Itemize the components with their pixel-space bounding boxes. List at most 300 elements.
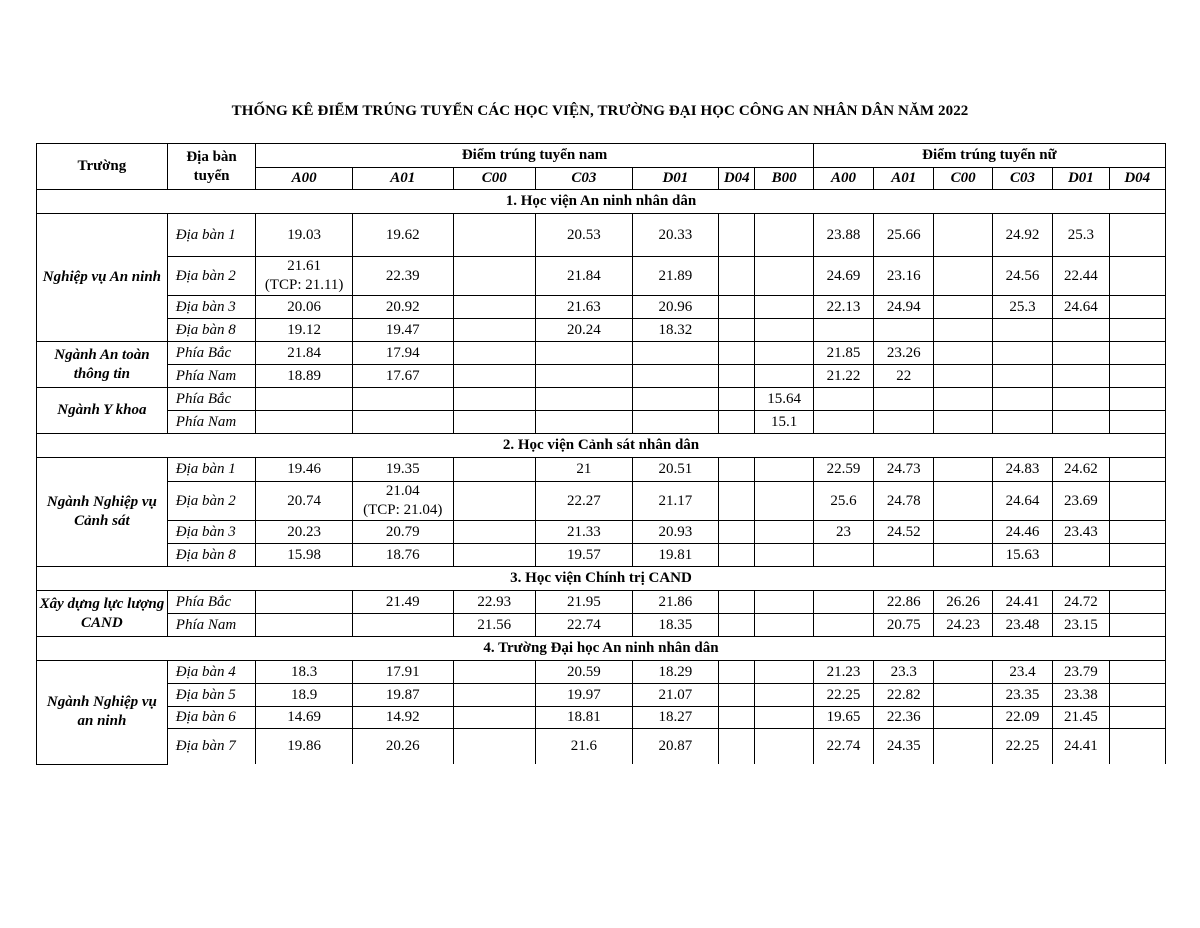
- score-nam-a01: 19.87: [352, 684, 453, 707]
- score-nu-d04: [1109, 684, 1165, 707]
- score-nam-c03: 20.53: [536, 214, 633, 257]
- region-cell: Địa bàn 5: [167, 684, 256, 707]
- score-nu-a00: [813, 591, 873, 614]
- score-nu-c00: [934, 214, 992, 257]
- major-name: Nghiệp vụ An ninh: [37, 214, 168, 342]
- score-nam-a01: 19.35: [352, 458, 453, 482]
- score-nam-c03: 21.95: [536, 591, 633, 614]
- score-nam-b00: [755, 458, 813, 482]
- score-nu-c00: [934, 707, 992, 729]
- region-cell: Địa bàn 7: [167, 729, 256, 765]
- score-nu-c00: [934, 729, 992, 765]
- score-nu-c03: 24.64: [992, 482, 1052, 521]
- score-nu-c03: 24.41: [992, 591, 1052, 614]
- score-nam-d01: 20.51: [632, 458, 719, 482]
- score-nu-a00: [813, 614, 873, 637]
- score-nu-a00: [813, 544, 873, 567]
- score-nu-c00: [934, 365, 992, 388]
- school-name: 4. Trường Đại học An ninh nhân dân: [37, 637, 1166, 661]
- header-code-nu-a00: A00: [813, 168, 873, 190]
- score-nam-a01: 17.67: [352, 365, 453, 388]
- score-nu-d04: [1109, 365, 1165, 388]
- score-nu-c03: [992, 342, 1052, 365]
- score-nu-c00: [934, 458, 992, 482]
- table-row: [37, 296, 1166, 319]
- score-nam-a01: 20.79: [352, 521, 453, 544]
- score-nu-c00: [934, 257, 992, 296]
- score-nam-c00: [453, 661, 536, 684]
- score-nam-d01: [632, 411, 719, 434]
- score-nu-a00: [813, 411, 873, 434]
- score-nam-c03: [536, 388, 633, 411]
- score-nu-d01: 21.45: [1053, 707, 1109, 729]
- score-nam-b00: [755, 661, 813, 684]
- score-nu-c00: [934, 684, 992, 707]
- score-nu-c03: [992, 365, 1052, 388]
- score-nu-a01: 25.66: [874, 214, 934, 257]
- score-nam-b00: [755, 257, 813, 296]
- score-nam-c00: [453, 684, 536, 707]
- table-row: [37, 319, 1166, 342]
- table-row: [37, 614, 1166, 637]
- score-nam-a00: [256, 388, 353, 411]
- header-code-nu-d01: D01: [1053, 168, 1109, 190]
- table-row: [37, 729, 1166, 765]
- score-nam-d04: [719, 614, 755, 637]
- score-nam-c00: [453, 365, 536, 388]
- score-nu-c03: [992, 319, 1052, 342]
- major-name: Xây dựng lực lượng CAND: [37, 591, 168, 637]
- score-nam-a01: 14.92: [352, 707, 453, 729]
- score-nam-c00: [453, 257, 536, 296]
- school-name: 2. Học viện Cảnh sát nhân dân: [37, 434, 1166, 458]
- score-nam-d04: [719, 214, 755, 257]
- score-nu-d01: 24.41: [1053, 729, 1109, 765]
- score-nam-b00: [755, 684, 813, 707]
- score-nu-a00: 25.6: [813, 482, 873, 521]
- header-code-nu-c03: C03: [992, 168, 1052, 190]
- score-nam-c03: 19.97: [536, 684, 633, 707]
- score-nam-a00: 19.86: [256, 729, 353, 765]
- table-row: [37, 544, 1166, 567]
- score-nam-a00: [256, 591, 353, 614]
- table-row: [37, 365, 1166, 388]
- score-nam-b00: [755, 521, 813, 544]
- score-nam-a01: [352, 614, 453, 637]
- header-dia-ban: Địa bàn tuyển: [167, 144, 256, 190]
- table-row: [37, 411, 1166, 434]
- header-diem-nu: Điểm trúng tuyển nữ: [813, 144, 1165, 168]
- score-nam-a00: [256, 614, 353, 637]
- score-nam-a00: 15.98: [256, 544, 353, 567]
- score-nam-c00: 21.56: [453, 614, 536, 637]
- score-nu-d01: [1053, 544, 1109, 567]
- school-name: 1. Học viện An ninh nhân dân: [37, 190, 1166, 214]
- score-nam-c00: [453, 388, 536, 411]
- score-nam-b00: [755, 544, 813, 567]
- header-code-nam-a00: A00: [256, 168, 353, 190]
- score-nu-d01: 24.72: [1053, 591, 1109, 614]
- school-row: [37, 637, 1166, 661]
- score-nam-a00: [256, 411, 353, 434]
- header-diem-nam: Điểm trúng tuyển nam: [256, 144, 813, 168]
- score-nu-c00: 24.23: [934, 614, 992, 637]
- score-nam-c03: 21.63: [536, 296, 633, 319]
- region-cell: Địa bàn 2: [167, 482, 256, 521]
- score-nu-a01: [874, 544, 934, 567]
- score-nam-d04: [719, 388, 755, 411]
- score-nu-c03: 25.3: [992, 296, 1052, 319]
- score-nu-d04: [1109, 411, 1165, 434]
- score-nu-a00: 21.23: [813, 661, 873, 684]
- score-nam-d01: 18.29: [632, 661, 719, 684]
- score-nam-d01: 20.33: [632, 214, 719, 257]
- score-nam-a00: 20.23: [256, 521, 353, 544]
- header-code-nam-d04: D04: [719, 168, 755, 190]
- score-nu-c03: 22.25: [992, 729, 1052, 765]
- score-nu-a01: [874, 411, 934, 434]
- score-nu-d04: [1109, 614, 1165, 637]
- score-nu-a00: 19.65: [813, 707, 873, 729]
- major-name: Ngành Nghiệp vụ an ninh: [37, 661, 168, 765]
- score-nam-c03: 22.74: [536, 614, 633, 637]
- score-nu-d04: [1109, 214, 1165, 257]
- score-nu-c00: [934, 411, 992, 434]
- score-nam-d04: [719, 521, 755, 544]
- score-nu-d01: 25.3: [1053, 214, 1109, 257]
- score-nu-c03: 24.83: [992, 458, 1052, 482]
- header-code-nam-b00: B00: [755, 168, 813, 190]
- score-nu-c00: [934, 296, 992, 319]
- region-cell: Phía Nam: [167, 614, 256, 637]
- score-nam-d04: [719, 257, 755, 296]
- region-cell: Địa bàn 4: [167, 661, 256, 684]
- admission-score-table: [36, 143, 1166, 765]
- score-nam-b00: [755, 729, 813, 765]
- score-nam-d04: [719, 707, 755, 729]
- score-nam-c00: [453, 729, 536, 765]
- score-nam-b00: [755, 591, 813, 614]
- score-nam-a01: 17.91: [352, 661, 453, 684]
- score-nam-c03: 19.57: [536, 544, 633, 567]
- score-nam-d04: [719, 365, 755, 388]
- region-cell: Địa bàn 2: [167, 257, 256, 296]
- score-nu-c00: [934, 482, 992, 521]
- score-nam-c00: [453, 707, 536, 729]
- score-nam-c00: [453, 319, 536, 342]
- score-nam-a00: 18.9: [256, 684, 353, 707]
- table-row: [37, 521, 1166, 544]
- score-nam-c03: 21.6: [536, 729, 633, 765]
- region-cell: Phía Bắc: [167, 342, 256, 365]
- score-nu-d01: 23.38: [1053, 684, 1109, 707]
- score-nu-a01: 20.75: [874, 614, 934, 637]
- score-nu-c00: [934, 544, 992, 567]
- score-nam-c03: [536, 411, 633, 434]
- score-nam-d01: 21.86: [632, 591, 719, 614]
- score-nu-d04: [1109, 257, 1165, 296]
- score-nu-d04: [1109, 458, 1165, 482]
- table-row: [37, 684, 1166, 707]
- score-nu-c03: 23.35: [992, 684, 1052, 707]
- score-nam-c00: [453, 342, 536, 365]
- score-nam-a01: [352, 388, 453, 411]
- header-code-nam-c00: C00: [453, 168, 536, 190]
- score-nam-c03: 21.33: [536, 521, 633, 544]
- score-nu-a00: 22.13: [813, 296, 873, 319]
- header-row-top: [37, 144, 1166, 168]
- region-cell: Phía Bắc: [167, 388, 256, 411]
- score-nam-a00: 21.84: [256, 342, 353, 365]
- score-nu-a00: 22.25: [813, 684, 873, 707]
- score-nu-c03: 23.4: [992, 661, 1052, 684]
- score-nu-d01: [1053, 411, 1109, 434]
- score-nu-a00: 21.22: [813, 365, 873, 388]
- score-nam-c00: [453, 521, 536, 544]
- header-code-nu-c00: C00: [934, 168, 992, 190]
- score-nam-a00: 14.69: [256, 707, 353, 729]
- score-nu-a01: 23.3: [874, 661, 934, 684]
- score-nam-a01: 17.94: [352, 342, 453, 365]
- score-nu-d04: [1109, 482, 1165, 521]
- score-nam-c03: 21.84: [536, 257, 633, 296]
- score-nu-c03: [992, 411, 1052, 434]
- score-nam-c00: [453, 411, 536, 434]
- table-row: [37, 458, 1166, 482]
- region-cell: Địa bàn 3: [167, 296, 256, 319]
- score-nam-c00: [453, 296, 536, 319]
- score-nu-d01: 23.43: [1053, 521, 1109, 544]
- score-nu-a00: 21.85: [813, 342, 873, 365]
- score-nam-d01: 18.27: [632, 707, 719, 729]
- score-nam-c00: [453, 544, 536, 567]
- score-nu-d04: [1109, 319, 1165, 342]
- major-name: Ngành Nghiệp vụ Cảnh sát: [37, 458, 168, 567]
- score-nu-a01: 24.78: [874, 482, 934, 521]
- table-body: [37, 144, 1166, 765]
- score-nam-b00: [755, 214, 813, 257]
- score-nu-d01: [1053, 365, 1109, 388]
- table-row: [37, 482, 1166, 521]
- score-nam-d04: [719, 482, 755, 521]
- region-cell: Địa bàn 3: [167, 521, 256, 544]
- score-nam-c00: 22.93: [453, 591, 536, 614]
- score-nam-d04: [719, 661, 755, 684]
- table-row: [37, 707, 1166, 729]
- score-nu-c03: 22.09: [992, 707, 1052, 729]
- score-nam-a01: 20.92: [352, 296, 453, 319]
- score-nu-d01: 23.79: [1053, 661, 1109, 684]
- score-nam-b00: [755, 342, 813, 365]
- header-code-nam-d01: D01: [632, 168, 719, 190]
- score-nu-a01: [874, 319, 934, 342]
- score-nu-d04: [1109, 707, 1165, 729]
- score-nam-c03: 20.59: [536, 661, 633, 684]
- score-nu-d01: 24.64: [1053, 296, 1109, 319]
- score-nam-c00: [453, 458, 536, 482]
- score-nam-d01: 21.07: [632, 684, 719, 707]
- score-nam-a00: 19.46: [256, 458, 353, 482]
- score-nam-d01: 20.96: [632, 296, 719, 319]
- header-code-nu-a01: A01: [874, 168, 934, 190]
- score-nu-d01: 24.62: [1053, 458, 1109, 482]
- region-cell: Phía Nam: [167, 411, 256, 434]
- score-nam-a00: 19.12: [256, 319, 353, 342]
- region-cell: Phía Bắc: [167, 591, 256, 614]
- score-nam-d04: [719, 458, 755, 482]
- table-row: [37, 591, 1166, 614]
- score-nu-a01: 22.86: [874, 591, 934, 614]
- score-nam-a01: 19.47: [352, 319, 453, 342]
- score-nam-a01: 18.76: [352, 544, 453, 567]
- score-nu-c00: [934, 388, 992, 411]
- score-nu-a00: [813, 388, 873, 411]
- score-nam-d01: 21.89: [632, 257, 719, 296]
- school-name: 3. Học viện Chính trị CAND: [37, 567, 1166, 591]
- score-nu-d01: 22.44: [1053, 257, 1109, 296]
- header-code-nam-a01: A01: [352, 168, 453, 190]
- score-nu-d04: [1109, 342, 1165, 365]
- score-nam-d04: [719, 319, 755, 342]
- table-row: [37, 388, 1166, 411]
- document-title: THỐNG KÊ ĐIỂM TRÚNG TUYỂN CÁC HỌC VIỆN, TRƯỜNG ĐẠI HỌC CÔNG AN NHÂN DÂN NĂM 2022: [231, 103, 969, 119]
- score-nam-a00: 19.03: [256, 214, 353, 257]
- header-code-nam-c03: C03: [536, 168, 633, 190]
- score-nu-a01: 22: [874, 365, 934, 388]
- score-nu-a00: 23.88: [813, 214, 873, 257]
- score-nam-d01: 20.93: [632, 521, 719, 544]
- score-nam-a01: 21.04 (TCP: 21.04): [352, 482, 453, 521]
- score-nam-d04: [719, 296, 755, 319]
- score-nam-a00: 20.06: [256, 296, 353, 319]
- region-cell: Địa bàn 8: [167, 319, 256, 342]
- score-nam-a00: 21.61 (TCP: 21.11): [256, 257, 353, 296]
- score-nam-d04: [719, 411, 755, 434]
- major-name: Ngành An toàn thông tin: [37, 342, 168, 388]
- school-row: [37, 434, 1166, 458]
- header-truong: Trường: [37, 144, 168, 190]
- score-nam-a01: 22.39: [352, 257, 453, 296]
- score-nam-b00: [755, 296, 813, 319]
- score-nu-a01: 24.52: [874, 521, 934, 544]
- score-nam-b00: [755, 614, 813, 637]
- score-nu-a01: 24.35: [874, 729, 934, 765]
- score-nu-a01: 23.16: [874, 257, 934, 296]
- score-nu-a01: 24.94: [874, 296, 934, 319]
- score-nam-a01: 21.49: [352, 591, 453, 614]
- score-nam-d04: [719, 591, 755, 614]
- score-nam-c00: [453, 482, 536, 521]
- score-nu-a01: 23.26: [874, 342, 934, 365]
- region-cell: Địa bàn 8: [167, 544, 256, 567]
- score-nam-d01: 18.35: [632, 614, 719, 637]
- score-nam-a01: 19.62: [352, 214, 453, 257]
- score-nu-c00: 26.26: [934, 591, 992, 614]
- score-nu-a01: 22.36: [874, 707, 934, 729]
- table-row: [37, 257, 1166, 296]
- score-nam-c03: 22.27: [536, 482, 633, 521]
- score-nu-d01: [1053, 342, 1109, 365]
- score-nam-c03: [536, 342, 633, 365]
- header-code-nu-d04: D04: [1109, 168, 1165, 190]
- score-nu-d04: [1109, 388, 1165, 411]
- score-nam-c03: 18.81: [536, 707, 633, 729]
- score-nu-a00: 23: [813, 521, 873, 544]
- score-nu-c03: 24.92: [992, 214, 1052, 257]
- score-nam-d04: [719, 729, 755, 765]
- score-nam-c00: [453, 214, 536, 257]
- score-nu-a01: [874, 388, 934, 411]
- score-nam-c03: 21: [536, 458, 633, 482]
- score-nam-a00: 20.74: [256, 482, 353, 521]
- score-nam-b00: [755, 707, 813, 729]
- score-nu-d01: [1053, 319, 1109, 342]
- score-nu-d01: [1053, 388, 1109, 411]
- score-nam-d01: [632, 365, 719, 388]
- score-nu-d01: 23.15: [1053, 614, 1109, 637]
- score-nam-c03: 20.24: [536, 319, 633, 342]
- region-cell: Địa bàn 6: [167, 707, 256, 729]
- score-nu-d04: [1109, 544, 1165, 567]
- score-nu-c00: [934, 319, 992, 342]
- score-nu-a00: 22.59: [813, 458, 873, 482]
- major-name: Ngành Y khoa: [37, 388, 168, 434]
- score-nu-a01: 24.73: [874, 458, 934, 482]
- score-nu-a01: 22.82: [874, 684, 934, 707]
- school-row: [37, 567, 1166, 591]
- table-row: [37, 661, 1166, 684]
- score-nu-c03: 23.48: [992, 614, 1052, 637]
- score-nam-a01: 20.26: [352, 729, 453, 765]
- score-nu-d04: [1109, 729, 1165, 765]
- region-cell: Phía Nam: [167, 365, 256, 388]
- score-nu-d04: [1109, 521, 1165, 544]
- score-nu-c00: [934, 342, 992, 365]
- score-nu-c00: [934, 661, 992, 684]
- score-nam-d04: [719, 342, 755, 365]
- score-nam-d04: [719, 684, 755, 707]
- score-nu-d04: [1109, 661, 1165, 684]
- score-nam-d01: [632, 342, 719, 365]
- score-nu-c03: 24.56: [992, 257, 1052, 296]
- score-nam-a00: 18.3: [256, 661, 353, 684]
- score-nam-d01: 19.81: [632, 544, 719, 567]
- score-nam-b00: 15.1: [755, 411, 813, 434]
- table-row: [37, 214, 1166, 257]
- score-nam-d01: 21.17: [632, 482, 719, 521]
- score-nam-d01: 18.32: [632, 319, 719, 342]
- score-nam-d04: [719, 544, 755, 567]
- score-nam-a00: 18.89: [256, 365, 353, 388]
- score-nu-c03: 15.63: [992, 544, 1052, 567]
- score-nu-d04: [1109, 591, 1165, 614]
- score-nam-b00: [755, 319, 813, 342]
- score-nam-d01: [632, 388, 719, 411]
- score-nu-a00: 22.74: [813, 729, 873, 765]
- school-row: [37, 190, 1166, 214]
- score-nu-d01: 23.69: [1053, 482, 1109, 521]
- score-nam-a01: [352, 411, 453, 434]
- region-cell: Địa bàn 1: [167, 458, 256, 482]
- score-nam-c03: [536, 365, 633, 388]
- score-nu-a00: 24.69: [813, 257, 873, 296]
- score-nam-d01: 20.87: [632, 729, 719, 765]
- region-cell: Địa bàn 1: [167, 214, 256, 257]
- score-nu-d04: [1109, 296, 1165, 319]
- score-nam-b00: [755, 365, 813, 388]
- score-nu-c03: 24.46: [992, 521, 1052, 544]
- score-nu-c03: [992, 388, 1052, 411]
